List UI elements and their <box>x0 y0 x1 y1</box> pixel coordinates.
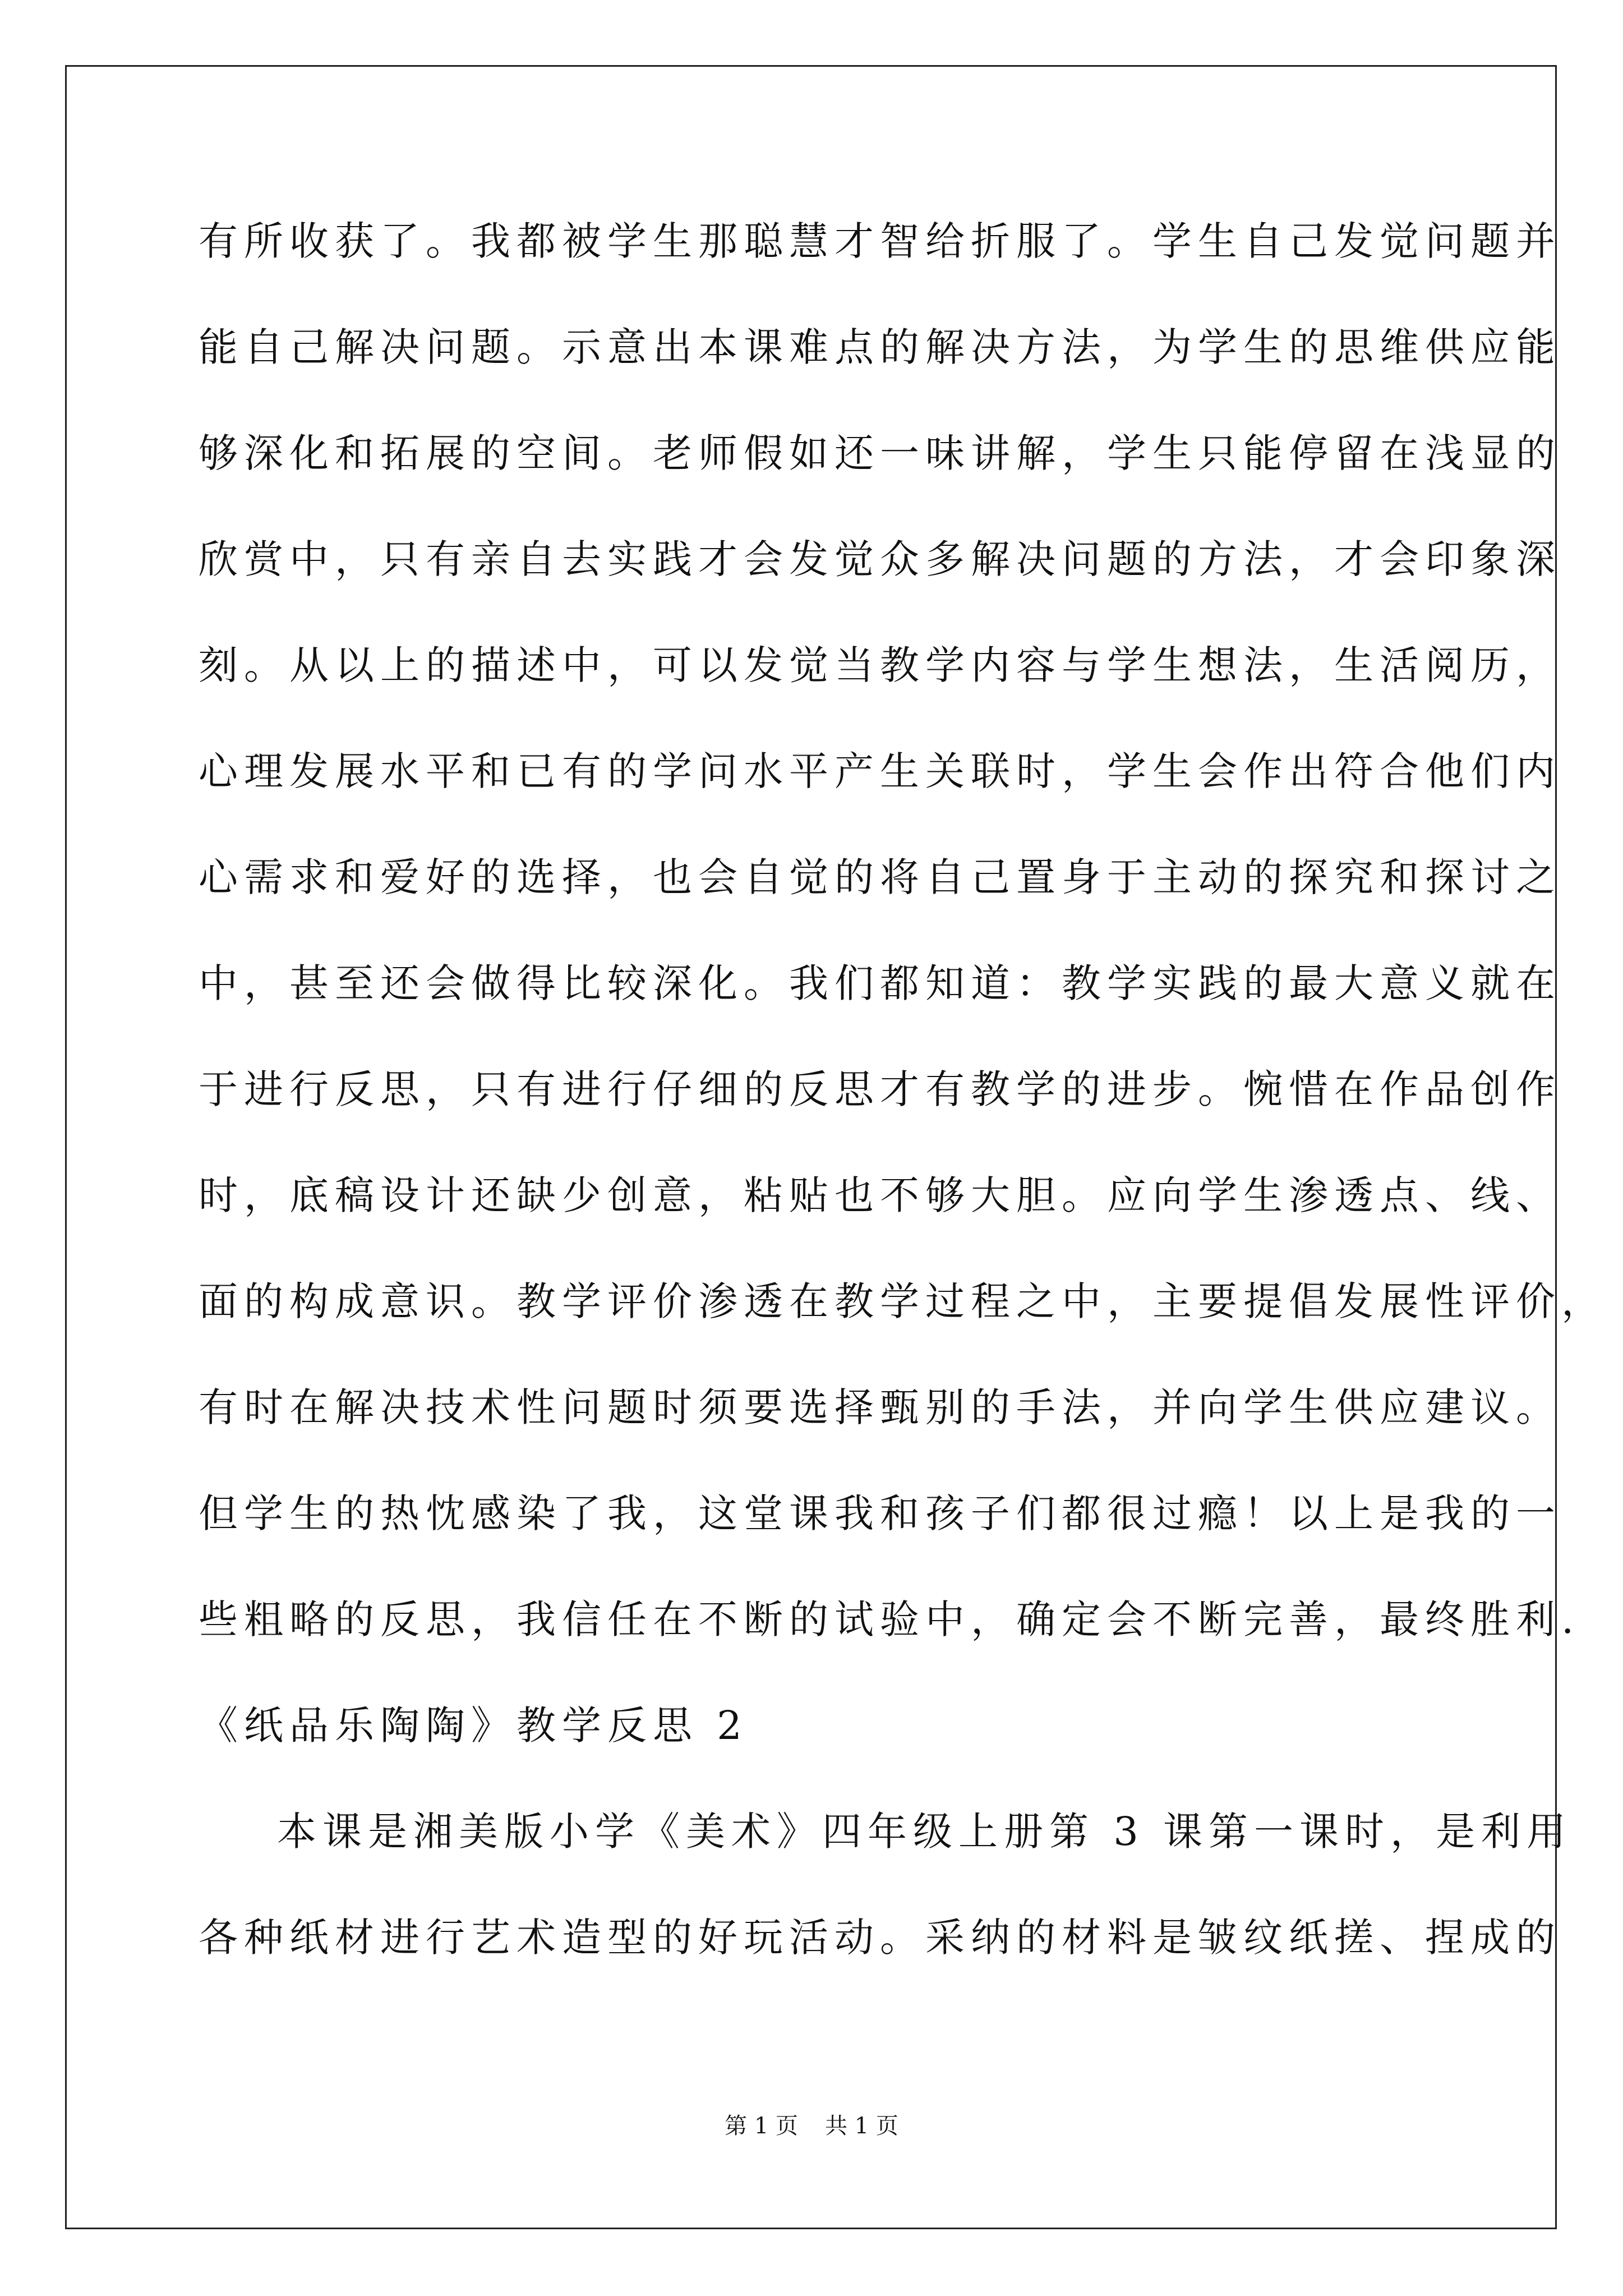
text-line: 刻。从以上的描述中，可以发觉当教学内容与学生想法，生活阅历， <box>199 642 1561 688</box>
text-line: 心需求和爱好的选择，也会自觉的将自己置身于主动的探究和探讨之 <box>199 854 1561 900</box>
section-heading: 《纸品乐陶陶》教学反思 2 <box>199 1703 748 1749</box>
text-line: 能自己解决问题。示意出本课难点的解决方法，为学生的思维供应能 <box>199 324 1561 370</box>
text-line: 但学生的热忱感染了我，这堂课我和孩子们都很过瘾！以上是我的一 <box>199 1490 1561 1536</box>
document-body <box>199 218 1607 2024</box>
text-line: 时，底稿设计还缺少创意，粘贴也不够大胆。应向学生渗透点、线、 <box>199 1172 1561 1218</box>
page-footer <box>0 2115 1623 2137</box>
text-line: 些粗略的反思，我信任在不断的试验中，确定会不断完善，最终胜利. <box>199 1596 1580 1642</box>
text-line: 本课是湘美版小学《美术》四年级上册第 3 课第一课时，是利用 <box>277 1809 1573 1855</box>
text-line: 于进行反思，只有进行仔细的反思才有教学的进步。惋惜在作品创作 <box>199 1066 1561 1112</box>
text-line: 心理发展水平和已有的学问水平产生关联时，学生会作出符合他们内 <box>199 748 1561 794</box>
page-total: 共 1 页 <box>825 2113 898 2139</box>
text-line: 各种纸材进行艺术造型的好玩活动。采纳的材料是皱纹纸搓、捏成的 <box>199 1915 1561 1961</box>
text-line: 面的构成意识。教学评价渗透在教学过程之中，主要提倡发展性评价， <box>199 1278 1607 1324</box>
text-line: 有所收获了。我都被学生那聪慧才智给折服了。学生自己发觉问题并 <box>199 218 1561 264</box>
text-line: 有时在解决技术性问题时须要选择甄别的手法，并向学生供应建议。 <box>199 1384 1561 1430</box>
page-number: 第 1 页 <box>725 2113 798 2139</box>
text-line: 中，甚至还会做得比较深化。我们都知道：教学实践的最大意义就在 <box>199 960 1561 1006</box>
text-line: 够深化和拓展的空间。老师假如还一味讲解，学生只能停留在浅显的 <box>199 430 1561 476</box>
text-line: 欣赏中，只有亲自去实践才会发觉众多解决问题的方法，才会印象深 <box>199 536 1561 582</box>
